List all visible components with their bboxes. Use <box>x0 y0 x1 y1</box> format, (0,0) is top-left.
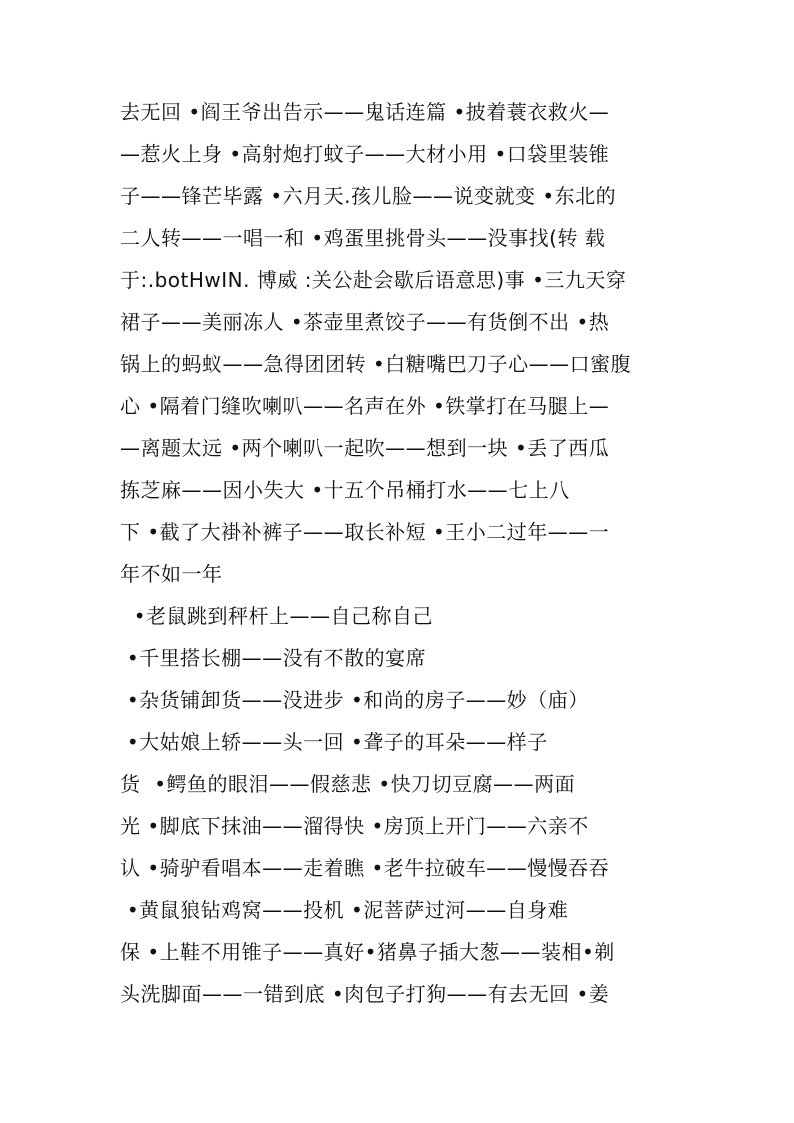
text-line: 裙子——美丽冻人 •茶壶里煮饺子——有货倒不出 •热 <box>120 310 610 334</box>
text-line: 头洗脚面——一错到底 •肉包子打狗——有去无回 •姜 <box>120 982 610 1006</box>
text-line: —惹火上身 •高射炮打蚊子——大材小用 •口袋里装锥 <box>120 142 610 166</box>
text-line: •大姑娘上轿——头一回 •聋子的耳朵——样子 <box>120 730 548 754</box>
text-line: 心 •隔着门缝吹喇叭——名声在外 •铁掌打在马腿上— <box>120 394 610 418</box>
text-line: 拣芝麻——因小失大 •十五个吊桶打水——七上八 <box>120 478 570 502</box>
text-line: 保 •上鞋不用锥子——真好•猪鼻子插大葱——装相•剃 <box>120 940 615 964</box>
text-line: 去无回 •阎王爷出告示——鬼话连篇 •披着蓑衣救火— <box>120 100 610 124</box>
text-line: •千里搭长棚——没有不散的宴席 <box>120 646 427 670</box>
text-line: 二人转——一唱一和 •鸡蛋里挑骨头——没事找(转 载 <box>120 226 606 250</box>
text-line: 于:.botHwIN. 博威 :关公赴会歇后语意思)事 •三九天穿 <box>120 268 627 292</box>
text-line: •杂货铺卸货——没进步 •和尚的房子——妙（庙） <box>120 688 589 712</box>
text-line: 下 •截了大褂补裤子——取长补短 •王小二过年——一 <box>120 520 610 544</box>
text-line: —离题太远 •两个喇叭一起吹——想到一块 •丢了西瓜 <box>120 436 610 460</box>
text-line: 光 •脚底下抹油——溜得快 •房顶上开门——六亲不 <box>120 814 589 838</box>
text-line: 认 •骑驴看唱本——走着瞧 •老牛拉破车——慢慢吞吞 <box>120 856 610 880</box>
text-line: 子——锋芒毕露 •六月天.孩儿脸——说变就变 •东北的 <box>120 184 617 208</box>
text-line: •黄鼠狼钻鸡窝——投机 •泥菩萨过河——自身难 <box>120 898 569 922</box>
text-line: 货 •鳄鱼的眼泪——假慈悲 •快刀切豆腐——两面 <box>120 772 576 796</box>
text-line: 年不如一年 <box>120 562 223 586</box>
text-line: •老鼠跳到秤杆上——自己称自己 <box>120 604 434 628</box>
text-line: 锅上的蚂蚁——急得团团转 •白糖嘴巴刀子心——口蜜腹 <box>120 352 632 376</box>
